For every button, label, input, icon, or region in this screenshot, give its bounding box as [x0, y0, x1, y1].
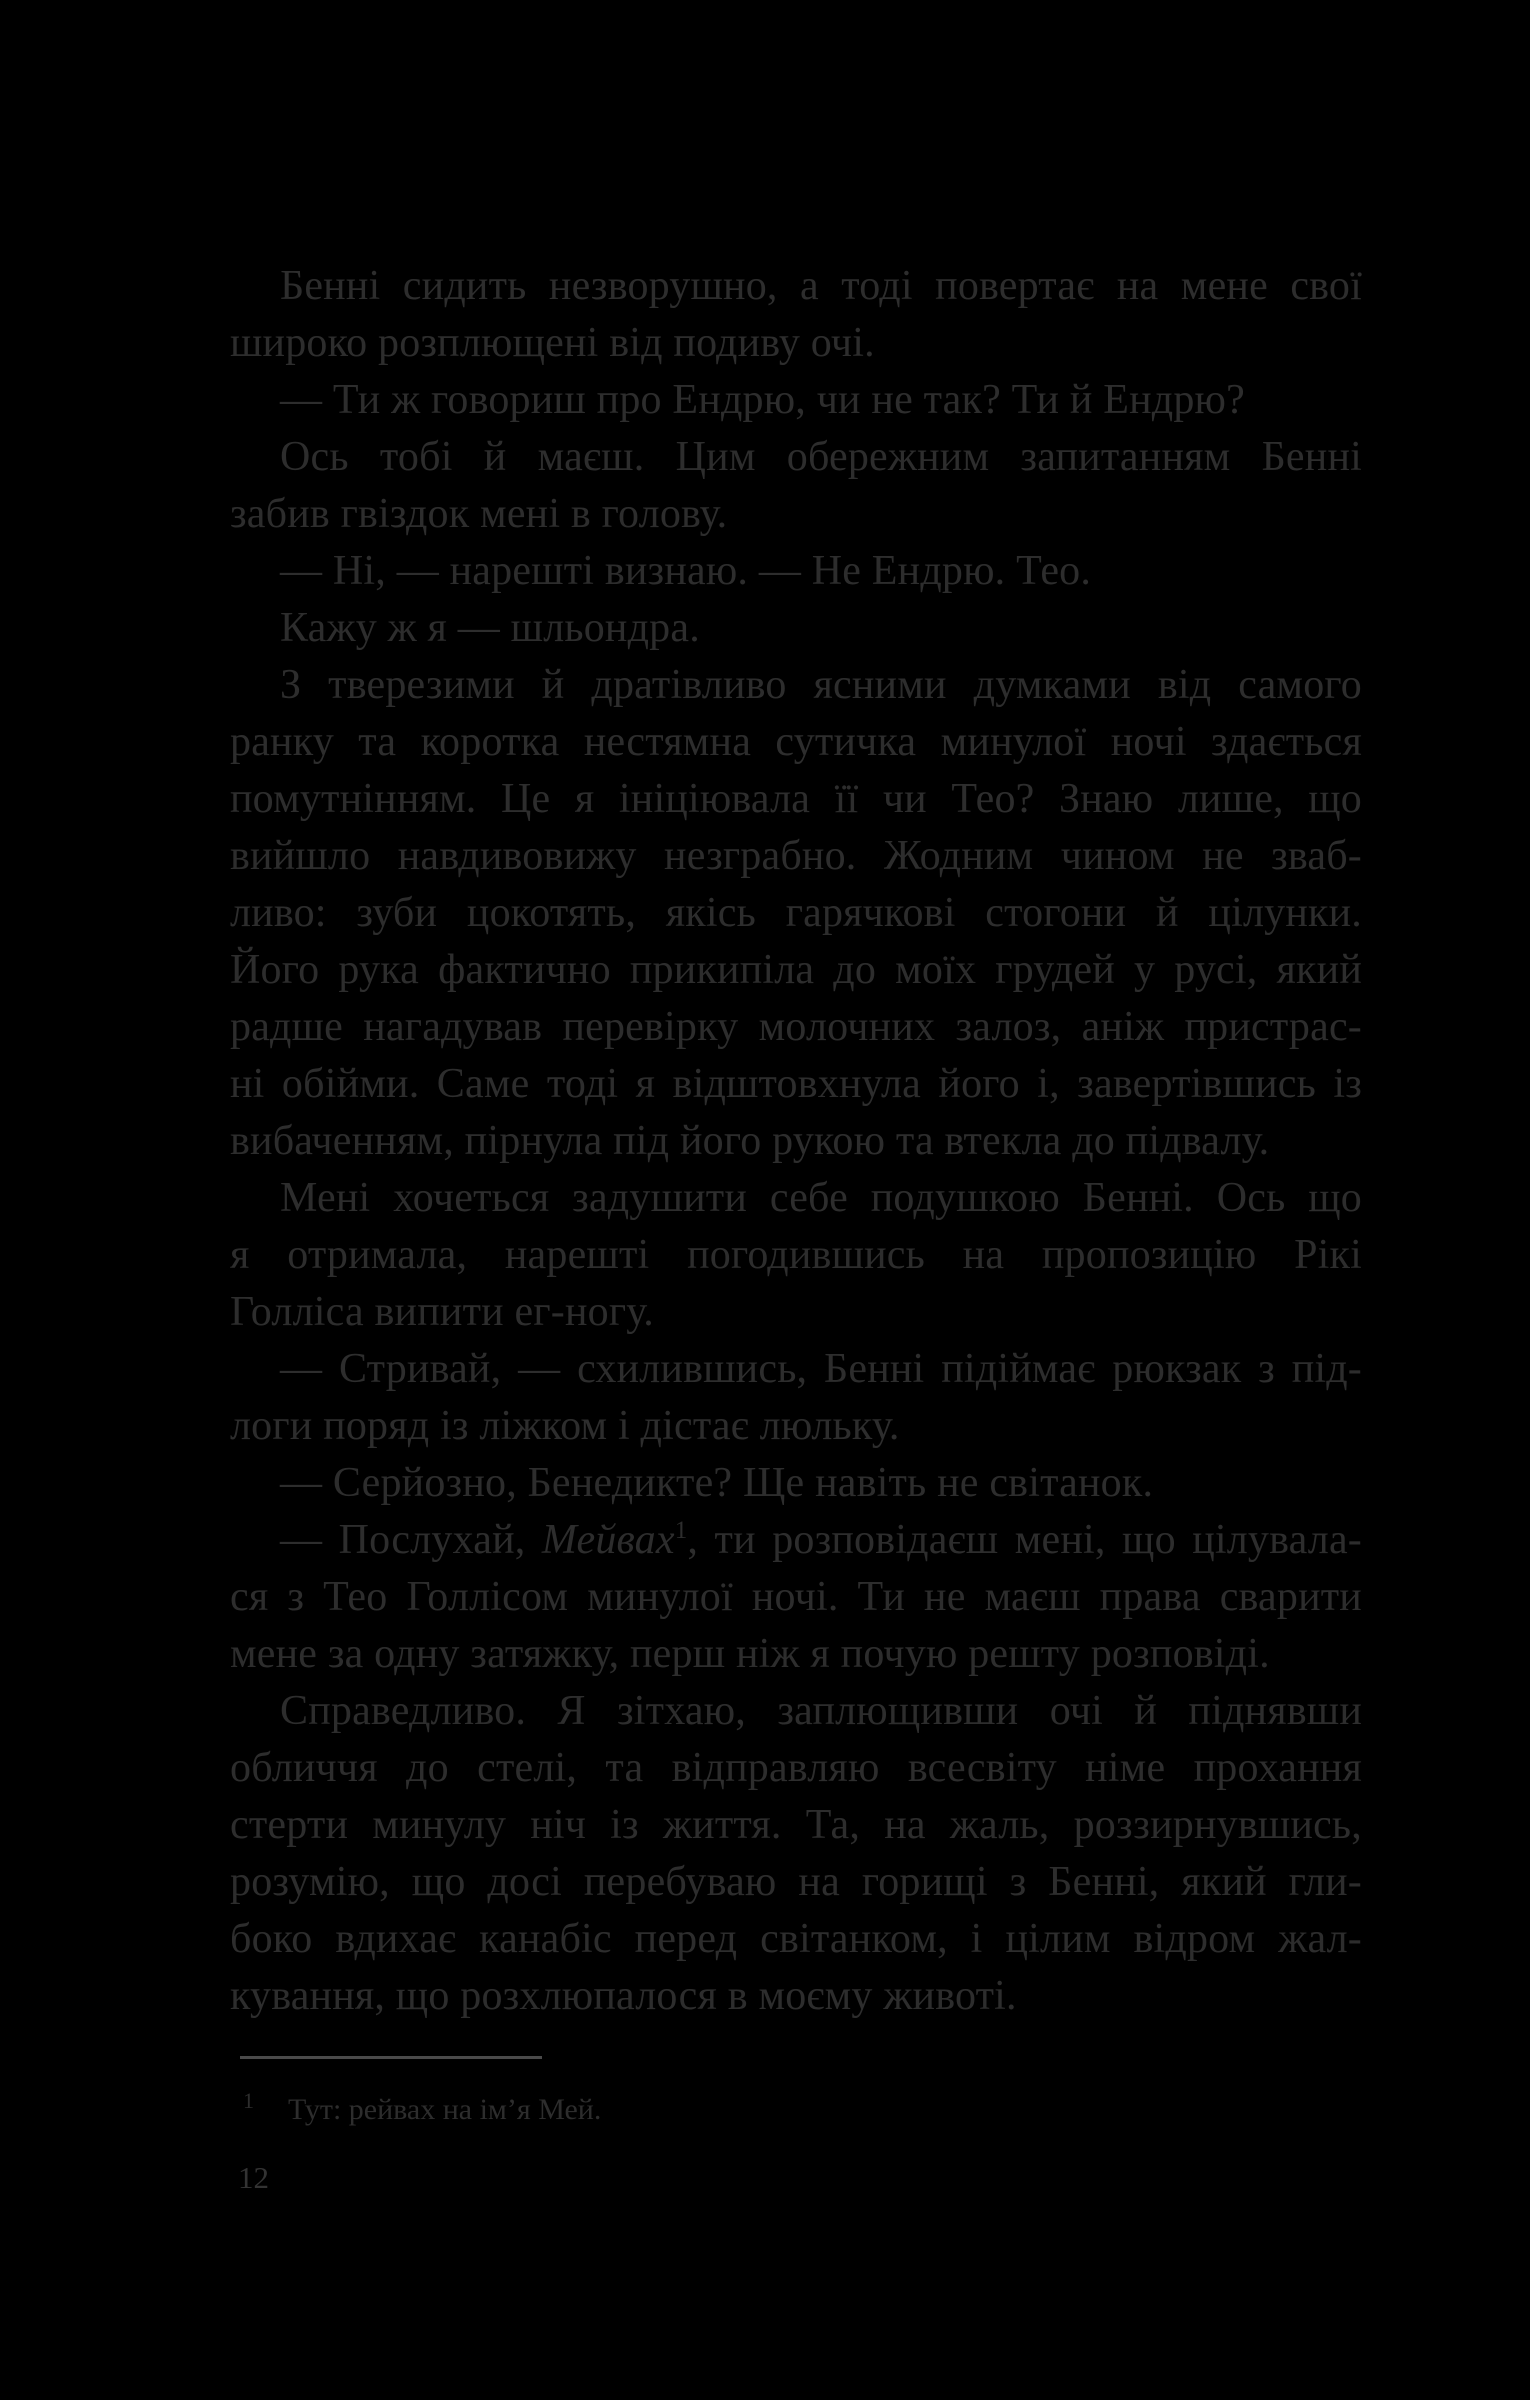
text-line: стерти минулу ніч із життя. Та, на жаль, роззирнувшись,: [230, 1802, 1362, 1848]
text-line: я отримала, нарешті погодившись на пропозицію Рікі: [230, 1232, 1362, 1278]
text-line: кування, що розхлюпалося в моєму животі.: [230, 1973, 1017, 2019]
text-line: Бенні сидить незворушно, а тоді повертає на мене свої: [280, 263, 1362, 309]
text-line: З тверезими й дратівливо ясними думками від самого: [280, 662, 1362, 708]
text-line: вийшло навдивовижу незграбно. Жодним чином не зваб-: [230, 833, 1362, 879]
footnote: [243, 2082, 1363, 2129]
text-line: ся з Тео Голлісом минулої ночі. Ти не маєш права сварити: [230, 1574, 1362, 1620]
text-line: [230, 1512, 1362, 1569]
text-line: вибаченням, пірнула під його рукою та втекла до підвалу.: [230, 1118, 1270, 1164]
italic-text: Мейвах: [541, 1517, 675, 1563]
footnote-divider: [240, 2056, 542, 2059]
text-line: — Серйозно, Бенедикте? Ще навіть не світанок.: [280, 1460, 1154, 1506]
text-line: Справедливо. Я зітхаю, заплющивши очі й піднявши: [280, 1688, 1362, 1734]
text-line: розумію, що досі перебуваю на горищі з Бенні, який гли-: [230, 1859, 1362, 1905]
text-line: Голліса випити ег-ногу.: [230, 1289, 654, 1335]
footnote-marker: 1: [243, 2088, 254, 2113]
text-line: ранку та коротка нестямна сутичка минулої ночі здається: [230, 719, 1362, 765]
page-number: 12: [238, 2160, 269, 2195]
text-line: ні обійми. Саме тоді я відштовхнула його і, завертівшись із: [230, 1061, 1362, 1107]
text-line: ливо: зуби цокотять, якісь гарячкові стогони й цілунки.: [230, 890, 1362, 936]
text-segment: , ти розповідаєш мені, що цілувала-: [687, 1517, 1362, 1563]
text-line: Ось тобі й маєш. Цим обережним запитанням Бенні: [280, 434, 1362, 480]
text-line: мене за одну затяжку, перш ніж я почую решту розповіді.: [230, 1631, 1270, 1677]
footnote-reference: 1: [674, 1517, 688, 1544]
text-line: — Ні, — нарешті визнаю. — Не Ендрю. Тео.: [280, 548, 1092, 594]
body-text: [230, 258, 1362, 2025]
text-line: — Стривай, — схилившись, Бенні підіймає рюкзак з під-: [280, 1346, 1362, 1392]
text-line: обличчя до стелі, та відправляю всесвіту німе прохання: [230, 1745, 1362, 1791]
text-segment: — Послухай,: [280, 1517, 542, 1563]
text-line: — Ти ж говориш про Ендрю, чи не так? Ти й Ендрю?: [280, 377, 1245, 423]
text-line: радше нагадував перевірку молочних залоз, аніж пристрас-: [230, 1004, 1362, 1050]
text-line: помутнінням. Це я ініціювала її чи Тео? Знаю лише, що: [230, 776, 1362, 822]
text-line: боко вдихає канабіс перед світанком, і цілим відром жал-: [230, 1916, 1362, 1962]
text-line: широко розплющені від подиву очі.: [230, 320, 875, 366]
footnote-text: Тут: рейвах на ім’я Мей.: [288, 2093, 602, 2126]
text-line: логи поряд із ліжком і дістає люльку.: [230, 1403, 900, 1449]
text-line: Його рука фактично прикипіла до моїх грудей у русі, який: [230, 947, 1362, 993]
text-line: Мені хочеться задушити себе подушкою Бенні. Ось що: [280, 1175, 1362, 1221]
text-line: Кажу ж я — шльондра.: [280, 605, 700, 651]
text-line: забив гвіздок мені в голову.: [230, 491, 728, 537]
